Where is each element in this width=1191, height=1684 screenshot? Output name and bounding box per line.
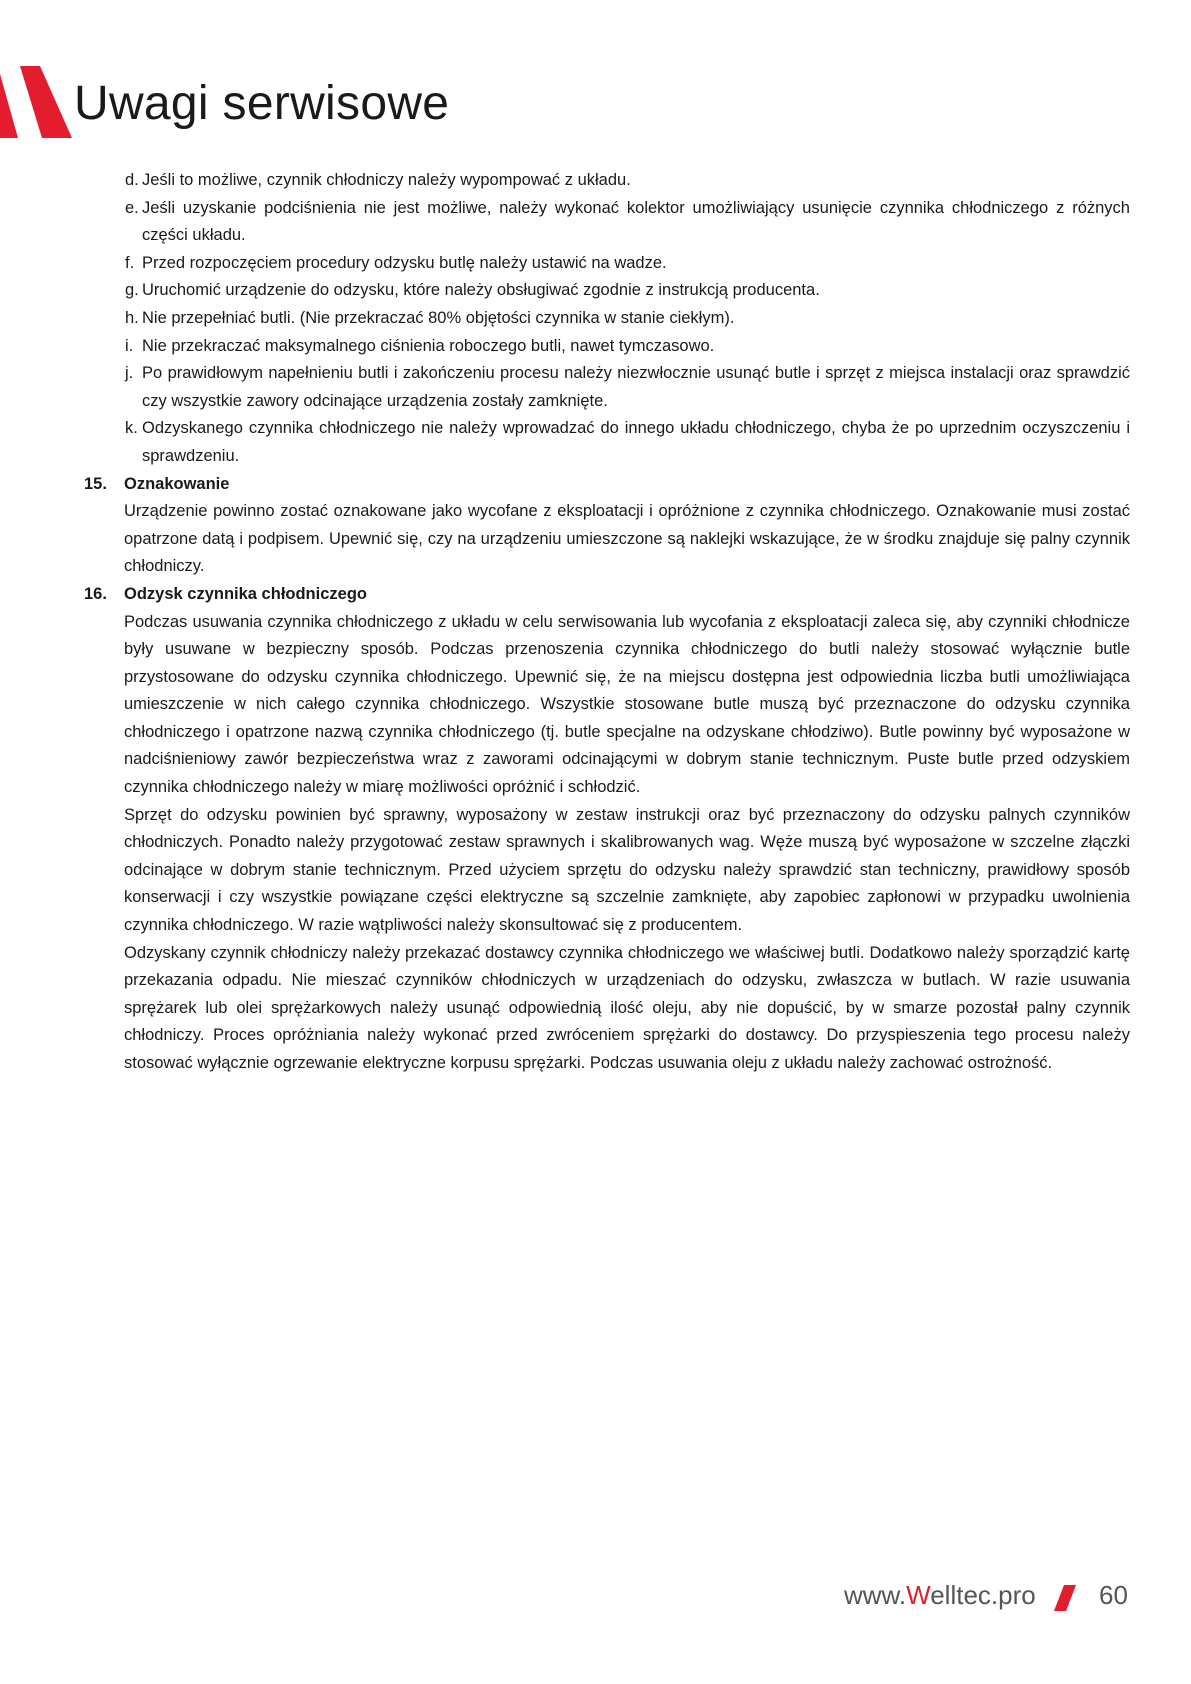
footer-url-suffix: elltec.pro xyxy=(930,1580,1036,1610)
document-body xyxy=(84,167,1130,1078)
section-number: 16. xyxy=(84,584,107,603)
page-title: Uwagi serwisowe xyxy=(74,77,450,130)
list-item xyxy=(84,250,1130,278)
section-paragraph: Sprzęt do odzysku powinien być sprawny, wyposażony w zestaw instrukcji oraz być przeznaczony do odzysku palnych czynników chłodniczych. Ponadto należy przygotować zestaw sprawnych i skalibrowanych wag. Węże muszą być wyposażone w szczelne złączki odcinające w dobrym stanie technicznym. Przed użyciem sprzętu do odzysku należy sprawdzić stan techniczny, prawidłowy sposób konserwacji i czy wszystkie powiązane części elektryczne są szczelnie zamknięte, aby zapobiec zapłonowi w przypadku uwolnienia czynnika chłodniczego. W razie wątpliwości należy skonsultować się z producentem. xyxy=(124,805,1130,935)
list-item-letter: d. xyxy=(125,171,139,189)
list-item-text: Nie przepełniać butli. (Nie przekraczać 80% objętości czynnika w stanie ciekłym). xyxy=(142,308,735,327)
list-item-letter: i. xyxy=(125,336,134,355)
list-item xyxy=(84,195,1130,250)
list-item xyxy=(84,415,1130,470)
list-item-letter: k. xyxy=(125,419,138,438)
list-item-text: Przed rozpoczęciem procedury odzysku butlę należy ustawić na wadze. xyxy=(142,253,667,272)
section-number: 15. xyxy=(84,474,107,493)
list-item-letter: h. xyxy=(125,308,139,327)
section-heading xyxy=(84,471,1130,499)
list-item-text: Odzyskanego czynnika chłodniczego nie należy wprowadzać do innego układu chłodniczego, chyba że po uprzednim oczyszczeniu i sprawdzeniu. xyxy=(142,419,1130,465)
section-marking xyxy=(84,471,1130,581)
list-item-letter: g. xyxy=(125,281,139,300)
list-item-text: Jeśli uzyskanie podciśnienia nie jest możliwe, należy wykonać kolektor umożliwiający usunięcie czynnika chłodniczego z różnych części układu. xyxy=(142,198,1130,245)
brand-logo-icon xyxy=(0,66,72,138)
list-item-text: Po prawidłowym napełnieniu butli i zakończeniu procesu należy niezwłocznie usunąć butle i sprzęt z miejsca instalacji oraz sprawdzić czy wszystkie zawory odcinające urządzenia zostały zamknięte. xyxy=(142,364,1130,410)
list-item-letter: f. xyxy=(125,253,135,272)
list-item-letter: e. xyxy=(125,198,139,217)
list-item-text: Nie przekraczać maksymalnego ciśnienia roboczego butli, nawet tymczasowo. xyxy=(142,336,715,355)
section-title: Odzysk czynnika chłodniczego xyxy=(124,584,367,603)
section-paragraph: Podczas usuwania czynnika chłodniczego z układu w celu serwisowania lub wycofania z eksploatacji zaleca się, aby czynniki chłodnicze były usuwane w bezpieczny sposób. Podczas przenoszenia czynnika chłodniczego do butli należy stosować wyłącznie butle przystosowane do odzysku czynnika chłodniczego. Upewnić się, że na miejscu dostępna jest odpowiednia liczba butli umożliwiająca umieszczenie w nich całego czynnika chłodniczego. Wszystkie stosowane butle muszą być przeznaczone do odzysku czynnika chłodniczego i opatrzone nazwą czynnika chłodniczego (tj. butle specjalne na odzyskane chłodziwo). Butle powinny być wyposażone w nadciśnieniowy zawór bezpieczeństwa wraz z zaworami odcinającymi w dobrym stanie technicznym. Puste butle przed odzyskiem czynnika chłodniczego należy w miarę możliwości opróżnić i schłodzić. xyxy=(124,612,1130,797)
footer-url-accent: W xyxy=(906,1580,931,1610)
footer-website-link[interactable] xyxy=(844,1580,1036,1611)
procedure-sub-list xyxy=(84,167,1130,471)
section-heading xyxy=(84,581,1130,609)
list-item xyxy=(84,277,1130,305)
section-paragraph: Odzyskany czynnik chłodniczy należy przekazać dostawcy czynnika chłodniczego we właściwej butli. Dodatkowo należy sporządzić kartę przekazania odpadu. Nie mieszać czynników chłodniczych w urządzeniach do odzysku, zwłaszcza w butlach. W razie usuwania sprężarek lub olei sprężarkowych należy usunąć odpowiednią ilość oleju, aby nie dopuścić, by w smarze pozostał palny czynnik chłodniczy. Proces opróżniania należy wykonać przed zwróceniem sprężarki do dostawcy. Do przyspieszenia tego procesu należy stosować wyłącznie ogrzewanie elektryczne korpusu sprężarki. Podczas usuwania oleju z układu należy zachować ostrożność. xyxy=(124,943,1130,1072)
list-item-text: Uruchomić urządzenie do odzysku, które należy obsługiwać zgodnie z instrukcją producenta. xyxy=(142,281,820,300)
slash-mark-icon xyxy=(1054,1585,1076,1611)
list-item xyxy=(84,305,1130,333)
section-refrigerant-recovery xyxy=(84,581,1130,1078)
list-item xyxy=(84,360,1130,415)
list-item xyxy=(84,167,1130,195)
footer-url-prefix: www. xyxy=(844,1580,907,1610)
section-paragraph: Urządzenie powinno zostać oznakowane jako wycofane z eksploatacji i opróżnione z czynnika chłodniczego. Oznakowanie musi zostać opatrzone datą i podpisem. Upewnić się, czy na urządzeniu umieszczone są naklejki wskazujące, że w środku znajduje się palny czynnik chłodniczy. xyxy=(124,502,1130,576)
page-number: 60 xyxy=(1099,1580,1128,1610)
section-title: Oznakowanie xyxy=(124,474,230,493)
list-item-text: Jeśli to możliwe, czynnik chłodniczy należy wypompować z układu. xyxy=(142,171,631,189)
list-item xyxy=(84,333,1130,361)
list-item-letter: j. xyxy=(125,364,134,383)
